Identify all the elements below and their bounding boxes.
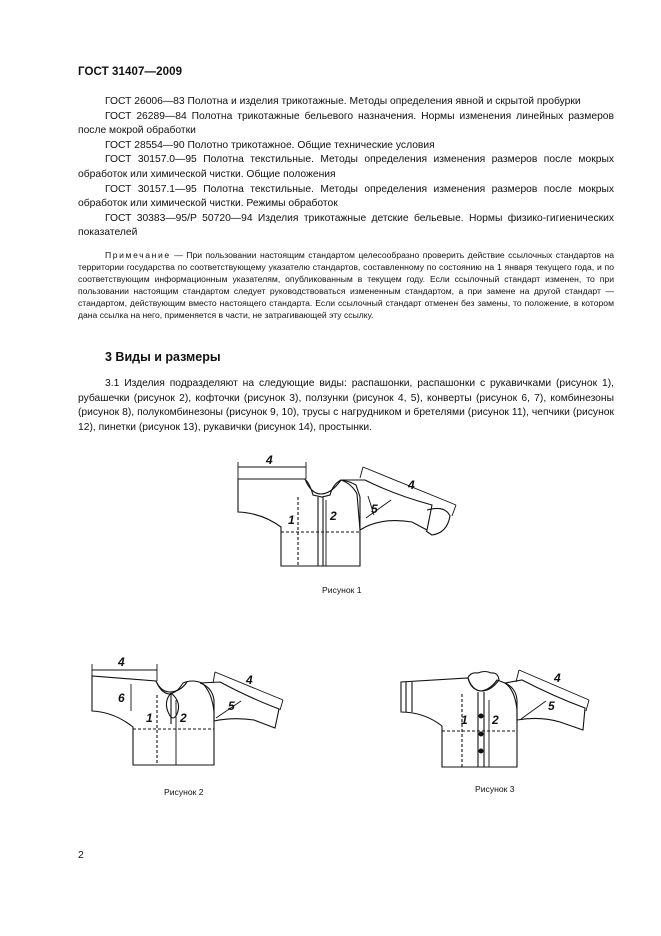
figure-2-label-5: 5 [228, 699, 235, 713]
figure-2-caption: Рисунок 2 [164, 787, 204, 797]
figure-3-label-4: 4 [554, 671, 561, 685]
section-title: 3 Виды и размеры [105, 350, 221, 364]
reference-item: ГОСТ 30157.1—95 Полотна текстильные. Методы определения изменения размеров после мокрых обработок или химической чистки. Режимы обработок [78, 183, 614, 210]
figure-1-label-2: 2 [330, 509, 337, 523]
figure-3-label-1: 1 [461, 713, 468, 727]
reference-item: ГОСТ 30157.0—95 Полотна текстильные. Методы определения изменения размеров после мокрых обработок или химической чистки. Общие положения [78, 154, 614, 180]
figure-2-label-1: 1 [146, 711, 153, 725]
note-text: — При пользовании настоящим стандартом целесообразно проверить действие ссылочных стандартов на территории государства по соответствующему указателю стандартов, составленному по состоянию на 1 января текущего года, и по соответствующим информационным указателям, опубликованным в текущем году. Если ссылочный стандарт изменен, то при пользовании настоящим стандартом следует руководствоваться измененным стандартом, а при замене на другой стандарт — стандартом, действующим вместо настоящего стандарта. Если ссылочный стандарт отменен без замены, то положение, в котором дана ссылка на него, применяется в части, не затрагивающей эту ссылку. [78, 250, 614, 321]
figure-1-garment [238, 462, 456, 566]
figure-3-caption: Рисунок 3 [475, 784, 515, 794]
figure-1-label-1: 1 [288, 513, 295, 527]
figure-3-label-5: 5 [548, 699, 555, 713]
figure-2-label-2: 2 [180, 711, 187, 725]
figure-1-label-4a: 4 [266, 453, 273, 467]
figure-1-label-4b: 4 [408, 478, 415, 492]
figure-3-label-2: 2 [492, 713, 499, 727]
note-label: Примечание [105, 250, 171, 260]
figure-2-garment [92, 664, 283, 765]
figure-1-label-5: 5 [371, 502, 378, 516]
figure-2-label-4a: 4 [118, 655, 125, 669]
figure-1-caption: Рисунок 1 [322, 585, 362, 595]
reference-item: ГОСТ 26006—83 Полотна и изделия трикотажные. Методы определения явной и скрытой пробурки [105, 96, 581, 107]
reference-item: ГОСТ 26289—84 Полотна трикотажные бельевого назначения. Нормы изменения линейных размеров после мокрой обработки [78, 110, 614, 137]
reference-item: ГОСТ 28554—90 Полотно трикотажное. Общие технические условия [105, 139, 435, 151]
figure-2-label-4b: 4 [246, 673, 253, 687]
section-text: 3.1 Изделия подразделяют на следующие виды: распашонки, распашонки с рукавичками (рисунок 1), рубашечки (рисунок 2), кофточки (рисунок 3), ползунки (рисунок 4, 5), конверты (рисунок 6, 7), комбинезоны (рисунок 8), полукомбинезоны (рисунок 9, 10), трусы с нагрудником и бретелями (рисунок 11), чепчики (рисунок 12), пинетки (рисунок 13), рукавички (рисунок 14), простынки. [78, 378, 614, 433]
figure-2-label-6: 6 [118, 691, 125, 705]
reference-item: ГОСТ 30383—95/Р 50720—94 Изделия трикотажные детские бельевые. Нормы физико-гигиенических показателей [78, 212, 614, 239]
document-header: ГОСТ 31407—2009 [78, 66, 183, 78]
page-number: 2 [78, 849, 84, 861]
